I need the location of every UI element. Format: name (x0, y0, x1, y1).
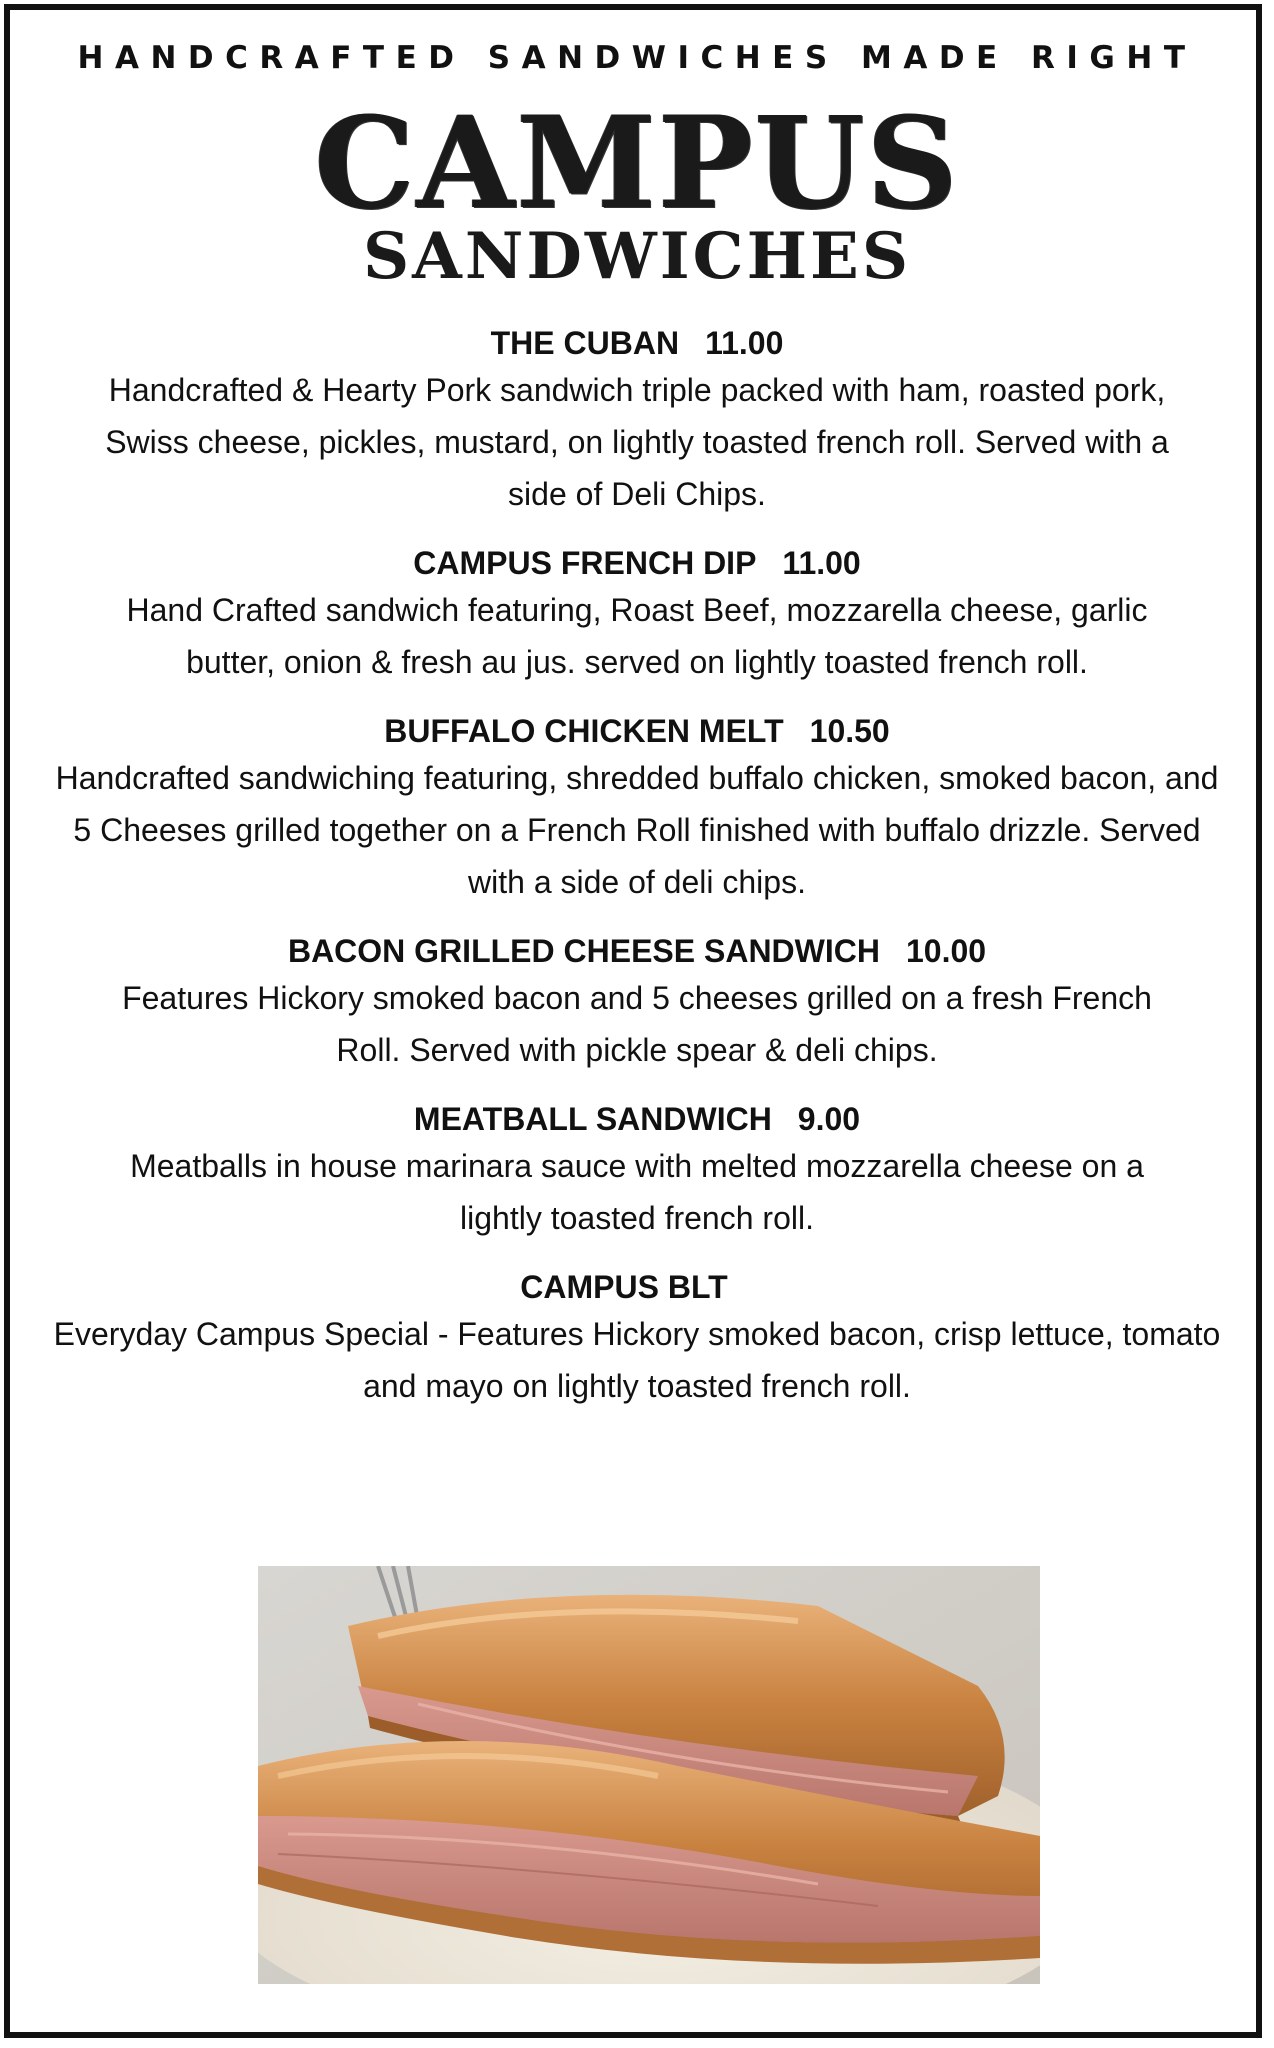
menu-item-heading (40, 1266, 1234, 1308)
tagline: HANDCRAFTED SANDWICHES MADE RIGHT (77, 40, 1197, 76)
menu-item-description: Everyday Campus Special - Features Hickory smoked bacon, crisp lettuce, tomato and mayo on lightly toasted french roll. (53, 1316, 1221, 1404)
menu-item-price: 10.00 (905, 933, 987, 969)
menu-item-description: Handcrafted & Hearty Pork sandwich triple packed with ham, roasted pork, Swiss cheese, pickles, mustard, on lightly toasted french roll. Served with a side of Deli Chips. (105, 372, 1169, 512)
menu-item-name: THE CUBAN (490, 325, 680, 361)
menu-item (40, 322, 1234, 520)
menu-item-price: 11.00 (782, 545, 861, 581)
menu-item (40, 710, 1234, 908)
menu-list (40, 322, 1234, 1434)
menu-item-heading (40, 930, 1234, 972)
menu-item-heading (40, 1098, 1234, 1140)
menu-item-price: 11.00 (705, 325, 784, 361)
menu-item-name: BUFFALO CHICKEN MELT (384, 713, 784, 749)
menu-item-description: Handcrafted sandwiching featuring, shredded buffalo chicken, smoked bacon, and 5 Cheeses grilled together on a French Roll finished with buffalo drizzle. Served with a side of deli chips. (55, 760, 1219, 900)
brand-subtitle: SANDWICHES (362, 219, 912, 294)
menu-item-name: BACON GRILLED CHEESE SANDWICH (287, 933, 880, 969)
brand-title: CAMPUS (314, 89, 960, 237)
menu-item-price: 10.50 (809, 713, 890, 749)
menu-item-name: MEATBALL SANDWICH (413, 1101, 772, 1137)
menu-item-heading (40, 710, 1234, 752)
menu-item-description: Features Hickory smoked bacon and 5 cheeses grilled on a fresh French Roll. Served with pickle spear & deli chips. (122, 980, 1152, 1068)
menu-item-name: CAMPUS FRENCH DIP (413, 545, 757, 581)
menu-item (40, 1098, 1234, 1244)
sandwich-photo (258, 1566, 1040, 1984)
menu-item-name: CAMPUS BLT (520, 1269, 728, 1305)
menu-item-price: 9.00 (797, 1101, 861, 1137)
menu-item (40, 1266, 1234, 1412)
menu-item (40, 930, 1234, 1076)
menu-item-heading (40, 322, 1234, 364)
menu-item-heading (40, 542, 1234, 584)
menu-item (40, 542, 1234, 688)
menu-item-description: Meatballs in house marinara sauce with melted mozzarella cheese on a lightly toasted french roll. (130, 1148, 1144, 1236)
menu-item-description: Hand Crafted sandwich featuring, Roast Beef, mozzarella cheese, garlic butter, onion & fresh au jus. served on lightly toasted french roll. (126, 592, 1148, 680)
